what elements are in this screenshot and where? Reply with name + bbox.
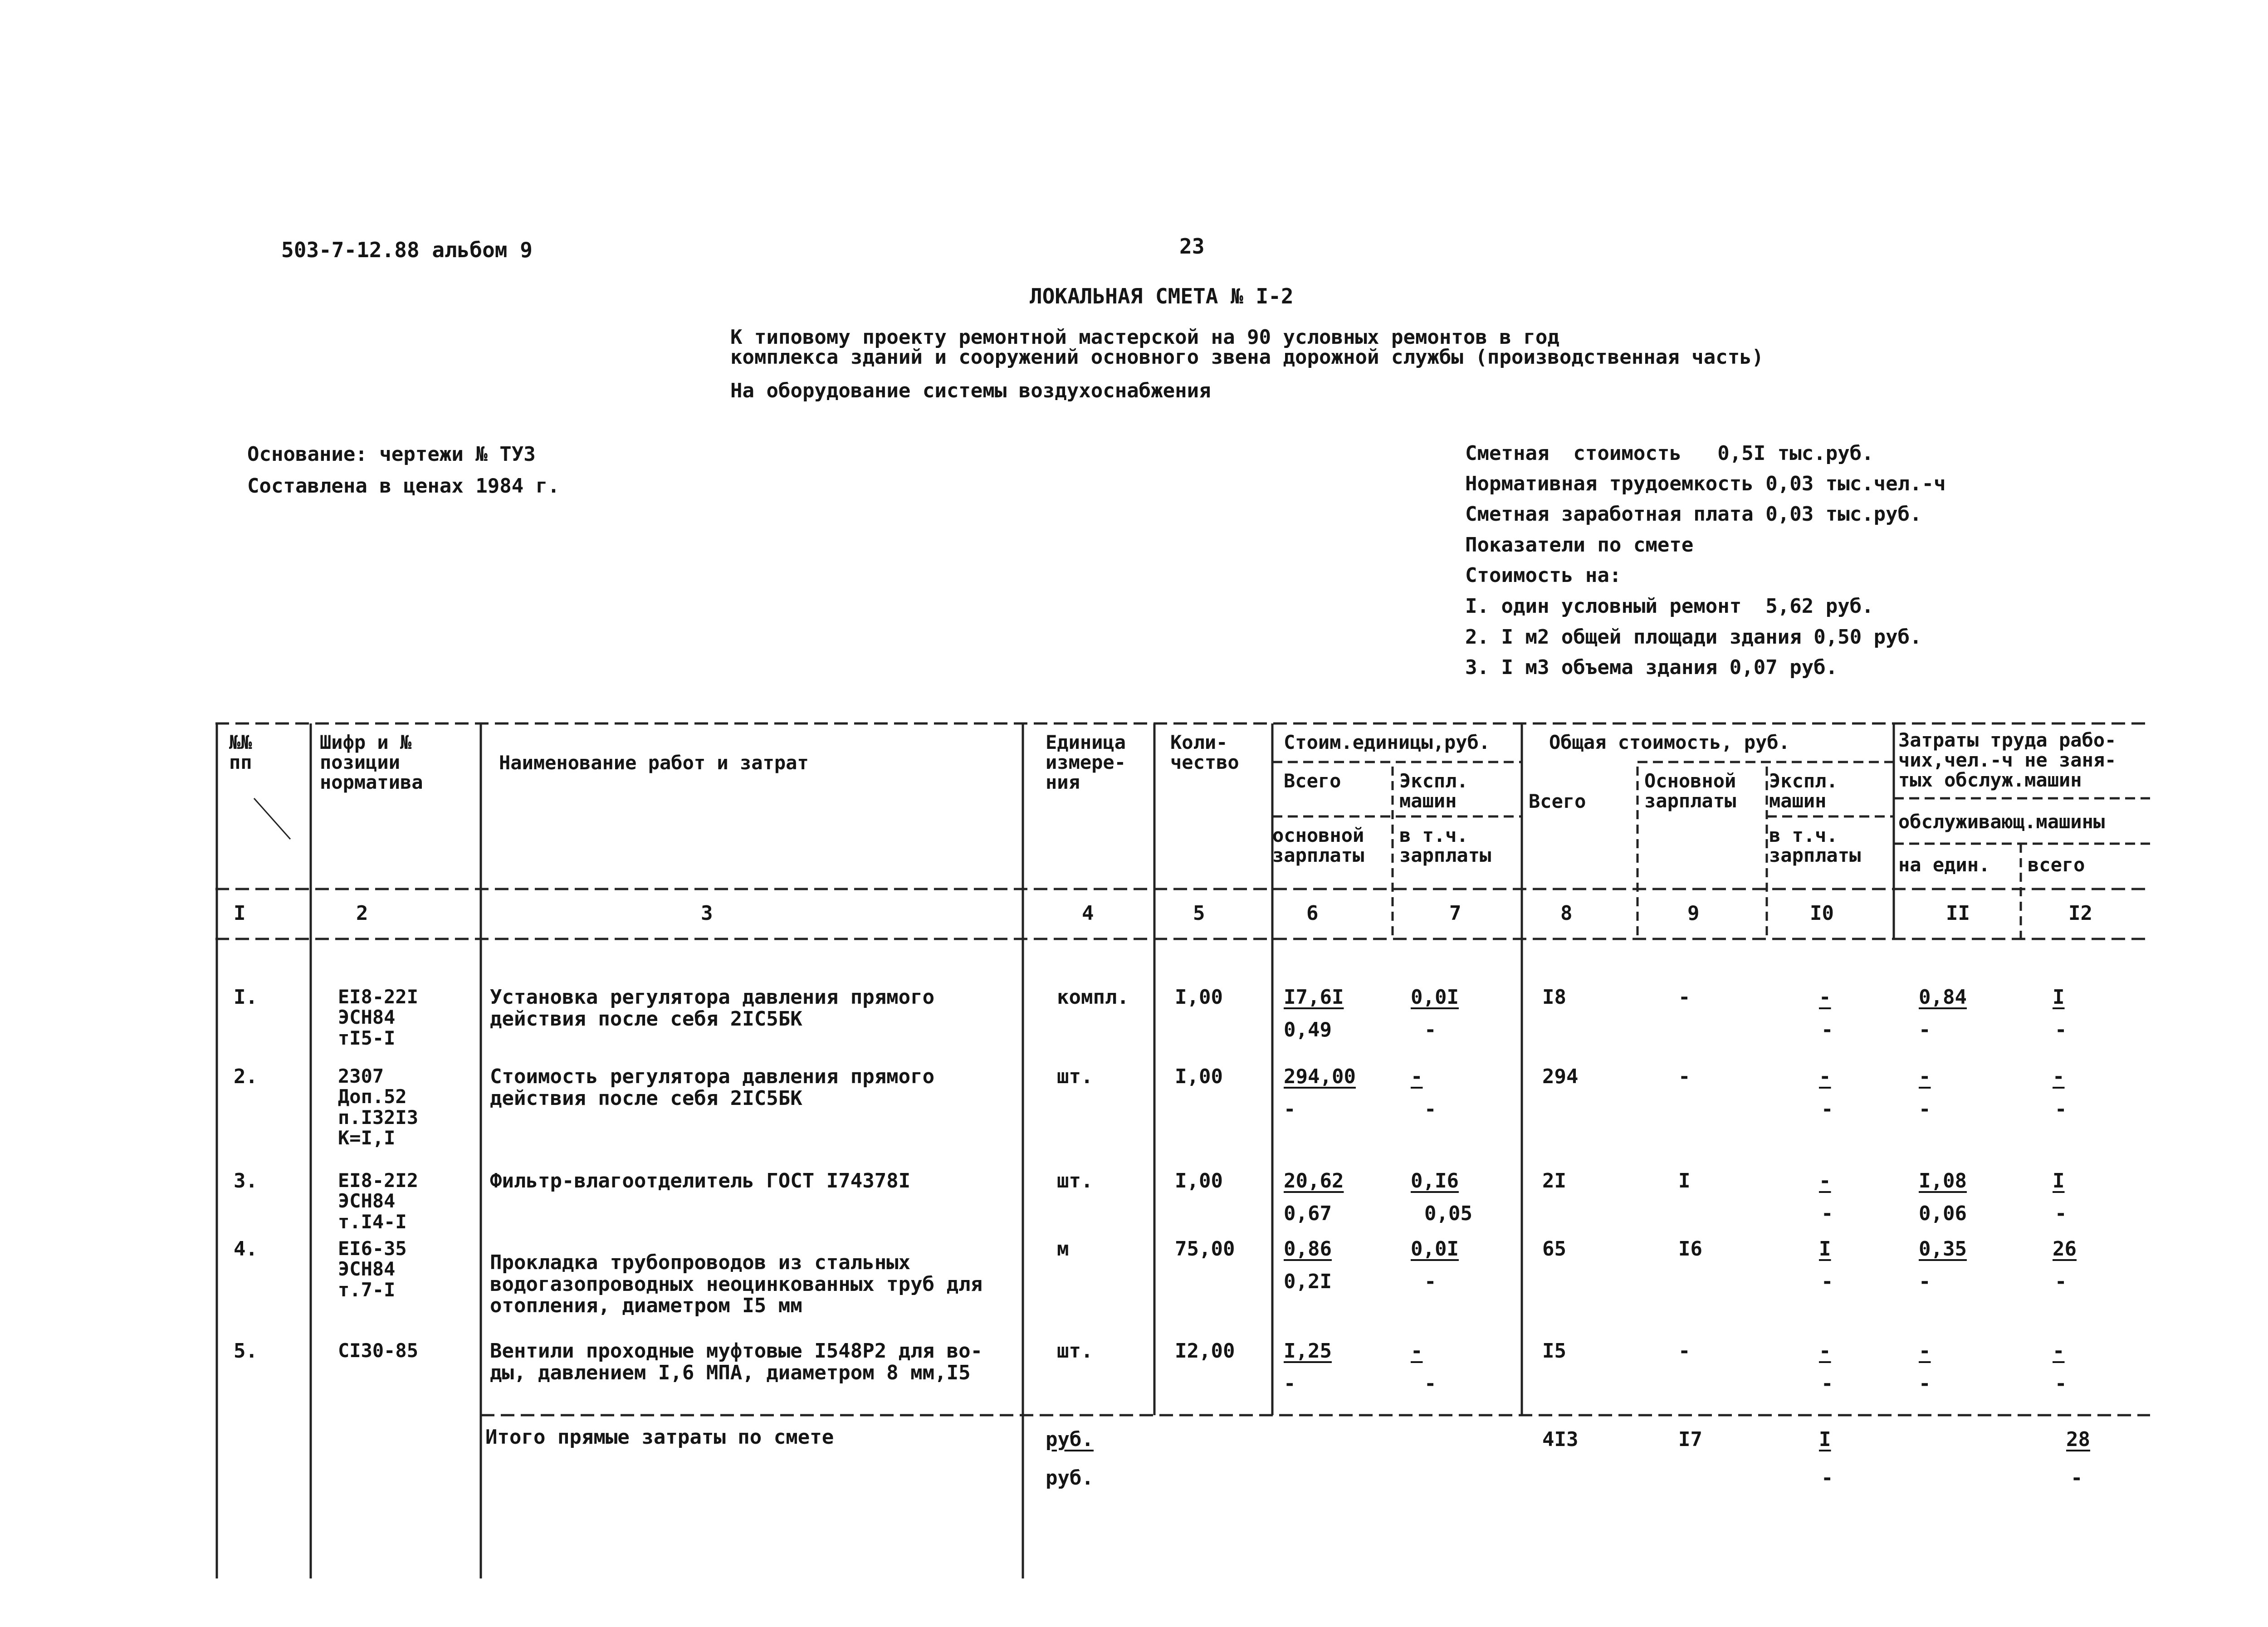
row-3-name: Фильтр-влагоотделитель ГОСТ I74378I <box>490 1169 911 1192</box>
summary-cost-on: Стоимость на: <box>1465 564 1622 587</box>
row-4-c11a: 0,35 <box>1919 1237 1967 1261</box>
summary-item-2: 2. I м2 общей площади здания 0,50 руб. <box>1465 625 1922 649</box>
summary-cost: Сметная стоимость 0,5I тыс.руб. <box>1465 442 1874 465</box>
row-3-c10a: - <box>1819 1169 1831 1192</box>
row-2-c6a: 294,00 <box>1284 1065 1356 1088</box>
row-1-c7b: - <box>1424 1018 1437 1041</box>
row-5-qty: I2,00 <box>1175 1339 1235 1363</box>
colnum-11: II <box>1946 902 1970 925</box>
th-name: Наименование работ и затрат <box>499 752 809 774</box>
row-4-c6b: 0,2I <box>1284 1270 1332 1293</box>
row-5-c7b: - <box>1424 1372 1437 1395</box>
summary-item-3: 3. I м3 объема здания 0,07 руб. <box>1465 656 1838 679</box>
row-5-c6b: - <box>1284 1372 1296 1395</box>
row-1-n: I. <box>234 986 258 1009</box>
th-total-cost-group: Общая стоимость, руб. <box>1549 731 1790 753</box>
row-3-unit: шт. <box>1057 1169 1093 1192</box>
row-4-n: 4. <box>234 1237 258 1261</box>
row-4-c12b: - <box>2055 1270 2067 1293</box>
total-labor-sub: - <box>2071 1466 2083 1490</box>
th-unit: Единица измере- ния <box>1046 731 1126 794</box>
row-1-c7a: 0,0I <box>1411 986 1459 1009</box>
th-labor-group: Затраты труда рабо- чих,чел.-ч не заня- тых обслуж.машин <box>1898 729 2116 792</box>
row-1-c8: I8 <box>1542 986 1566 1009</box>
row-3-qty: I,00 <box>1175 1169 1223 1192</box>
row-4-c8: 65 <box>1542 1237 1566 1261</box>
colnum-4: 4 <box>1082 902 1094 925</box>
summary-indicators: Показатели по смете <box>1465 533 1694 557</box>
total-basic-salary: I7 <box>1678 1428 1702 1451</box>
row-1-c12a: I <box>2053 986 2065 1009</box>
row-4-c10b: - <box>1821 1270 1833 1293</box>
row-5-c9: - <box>1678 1339 1691 1363</box>
row-4-c12a: 26 <box>2053 1237 2077 1261</box>
row-2-c8: 294 <box>1542 1065 1579 1088</box>
row-3-c9: I <box>1678 1169 1691 1192</box>
row-1-name: Установка регулятора давления прямого действия после себя 2IС5БК <box>490 986 935 1031</box>
row-5-c11b: - <box>1919 1372 1931 1395</box>
row-2-c11b: - <box>1919 1098 1931 1121</box>
row-3-c6b: 0,67 <box>1284 1202 1332 1225</box>
estimate-title: ЛОКАЛЬНАЯ СМЕТА № I-2 <box>1030 284 1294 308</box>
row-5-c6a: I,25 <box>1284 1339 1332 1363</box>
row-4-c10a: I <box>1819 1237 1831 1261</box>
th-labor-machines: обслуживающ.машины <box>1898 811 2105 833</box>
total-machine-salary: - <box>1821 1466 1833 1490</box>
row-4-c9: I6 <box>1678 1237 1702 1261</box>
row-2-unit: шт. <box>1057 1065 1093 1088</box>
row-1-c11b: - <box>1919 1018 1931 1041</box>
summary-item-1: I. один условный ремонт 5,62 руб. <box>1465 595 1874 618</box>
th-unit-machine-salary: в т.ч. зарплаты <box>1399 824 1491 867</box>
colnum-1: I <box>234 902 246 925</box>
row-2-c7a: - <box>1411 1065 1423 1088</box>
row-2-c10b: - <box>1821 1098 1833 1121</box>
row-2-c12b: - <box>2055 1098 2067 1121</box>
th-total-machines: Экспл. машин <box>1769 770 1838 812</box>
row-2-name: Стоимость регулятора давления прямого действия после себя 2IС5БК <box>490 1065 935 1110</box>
row-1-qty: I,00 <box>1175 986 1223 1009</box>
row-5-name: Вентили проходные муфтовые I548Р2 для во- ды, давлением I,6 МПА, диаметром 8 мм,I5 <box>490 1339 983 1384</box>
row-5-c12b: - <box>2055 1372 2067 1395</box>
row-3-c8: 2I <box>1542 1169 1566 1192</box>
th-labor-per-unit: на един. <box>1898 854 1990 876</box>
row-3-c7b: 0,05 <box>1424 1202 1472 1225</box>
row-4-c7a: 0,0I <box>1411 1237 1459 1261</box>
row-2-qty: I,00 <box>1175 1065 1223 1088</box>
row-1-unit: компл. <box>1057 986 1129 1009</box>
row-4-c7b: - <box>1424 1270 1437 1293</box>
row-2-c6b: - <box>1284 1098 1296 1121</box>
row-5-c7a: - <box>1411 1339 1423 1363</box>
row-3-c12a: I <box>2053 1169 2065 1192</box>
row-5-unit: шт. <box>1057 1339 1093 1363</box>
row-3-n: 3. <box>234 1169 258 1192</box>
total-unit-2: руб. <box>1046 1466 1094 1490</box>
colnum-3: 3 <box>701 902 713 925</box>
th-unit-total: Всего <box>1284 770 1341 792</box>
basis-prices: Составлена в ценах 1984 г. <box>247 474 560 498</box>
row-4-unit: м <box>1057 1237 1069 1261</box>
row-2-c7b: - <box>1424 1098 1437 1121</box>
row-5-c8: I5 <box>1542 1339 1566 1363</box>
colnum-5: 5 <box>1193 902 1205 925</box>
row-3-code: EI8-2I2 ЭСН84 т.I4-I <box>338 1169 419 1233</box>
row-1-c6b: 0,49 <box>1284 1018 1332 1041</box>
total-machines: I <box>1819 1428 1831 1451</box>
row-1-c10a: - <box>1819 986 1831 1009</box>
colnum-9: 9 <box>1687 902 1700 925</box>
basis-drawings: Основание: чертежи № ТУЗ <box>247 443 536 466</box>
th-labor-total: всего <box>2028 854 2085 876</box>
summary-salary: Сметная заработная плата 0,03 тыс.руб. <box>1465 503 1922 526</box>
row-5-c10b: - <box>1821 1372 1833 1395</box>
colnum-10: I0 <box>1810 902 1834 925</box>
th-unit-cost-group: Стоим.единицы,руб. <box>1284 731 1491 753</box>
row-1-c10b: - <box>1821 1018 1833 1041</box>
th-total-machine-salary: в т.ч. зарплаты <box>1769 824 1861 867</box>
subtitle-line-3: На оборудование системы воздухоснабжения <box>730 379 1211 402</box>
row-3-c10b: - <box>1821 1202 1833 1225</box>
colnum-12: I2 <box>2068 902 2092 925</box>
row-1-c9: - <box>1678 986 1691 1009</box>
subtitle-line-1: К типовому проекту ремонтной мастерской на 90 условных ремонтов в год <box>730 326 1559 349</box>
th-unit-basic-salary: основной зарплаты <box>1272 824 1364 867</box>
row-4-qty: 75,00 <box>1175 1237 1235 1261</box>
total-unit-1: руб. <box>1046 1428 1094 1451</box>
document-code: 503-7-12.88 альбом 9 <box>281 238 533 262</box>
row-2-code: 2307 Доп.52 п.I32I3 К=I,I <box>338 1065 419 1149</box>
row-2-c9: - <box>1678 1065 1691 1088</box>
row-2-c12a: - <box>2053 1065 2065 1088</box>
row-1-c6a: I7,6I <box>1284 986 1344 1009</box>
th-unit-machines: Экспл. машин <box>1399 770 1468 812</box>
summary-labor: Нормативная трудоемкость 0,03 тыс.чел.-ч <box>1465 472 1946 495</box>
page-number: 23 <box>1179 234 1205 259</box>
total-labor: 28 <box>2066 1428 2090 1451</box>
colnum-7: 7 <box>1449 902 1461 925</box>
row-4-code: EI6-35 ЭСН84 т.7-I <box>338 1237 407 1301</box>
row-3-c7a: 0,I6 <box>1411 1169 1459 1192</box>
row-5-n: 5. <box>234 1339 258 1363</box>
row-5-c10a: - <box>1819 1339 1831 1363</box>
th-qty: Коли- чество <box>1170 731 1239 774</box>
row-2-c11a: - <box>1919 1065 1931 1088</box>
row-1-code: EI8-22I ЭСН84 тI5-I <box>338 986 419 1049</box>
th-total: Всего <box>1529 790 1586 812</box>
row-2-n: 2. <box>234 1065 258 1088</box>
row-1-c12b: - <box>2055 1018 2067 1041</box>
row-4-c11b: - <box>1919 1270 1931 1293</box>
th-number: №№ пп <box>229 731 252 774</box>
row-4-name: Прокладка трубопроводов из стальных водогазопроводных неоцинкованных труб для отопления, диаметром I5 мм <box>490 1251 983 1318</box>
row-3-c11b: 0,06 <box>1919 1202 1967 1225</box>
subtitle-line-2: комплекса зданий и сооружений основного звена дорожной службы (производственная часть) <box>730 346 1764 369</box>
total-label: Итого прямые затраты по смете <box>485 1426 834 1449</box>
row-3-c12b: - <box>2055 1202 2067 1225</box>
colnum-6: 6 <box>1306 902 1319 925</box>
row-1-c11a: 0,84 <box>1919 986 1967 1009</box>
row-5-c11a: - <box>1919 1339 1931 1363</box>
row-2-c10a: - <box>1819 1065 1831 1088</box>
row-5-c12a: - <box>2053 1339 2065 1363</box>
row-3-c6a: 20,62 <box>1284 1169 1344 1192</box>
row-4-c6a: 0,86 <box>1284 1237 1332 1261</box>
colnum-2: 2 <box>356 902 368 925</box>
row-3-c11a: I,08 <box>1919 1169 1967 1192</box>
colnum-8: 8 <box>1560 902 1573 925</box>
total-sum: 4I3 <box>1542 1428 1579 1451</box>
row-5-code: СI30-85 <box>338 1339 419 1362</box>
th-total-basic-salary: Основной зарплаты <box>1644 770 1736 812</box>
th-code: Шифр и № позиции норматива <box>320 731 423 794</box>
